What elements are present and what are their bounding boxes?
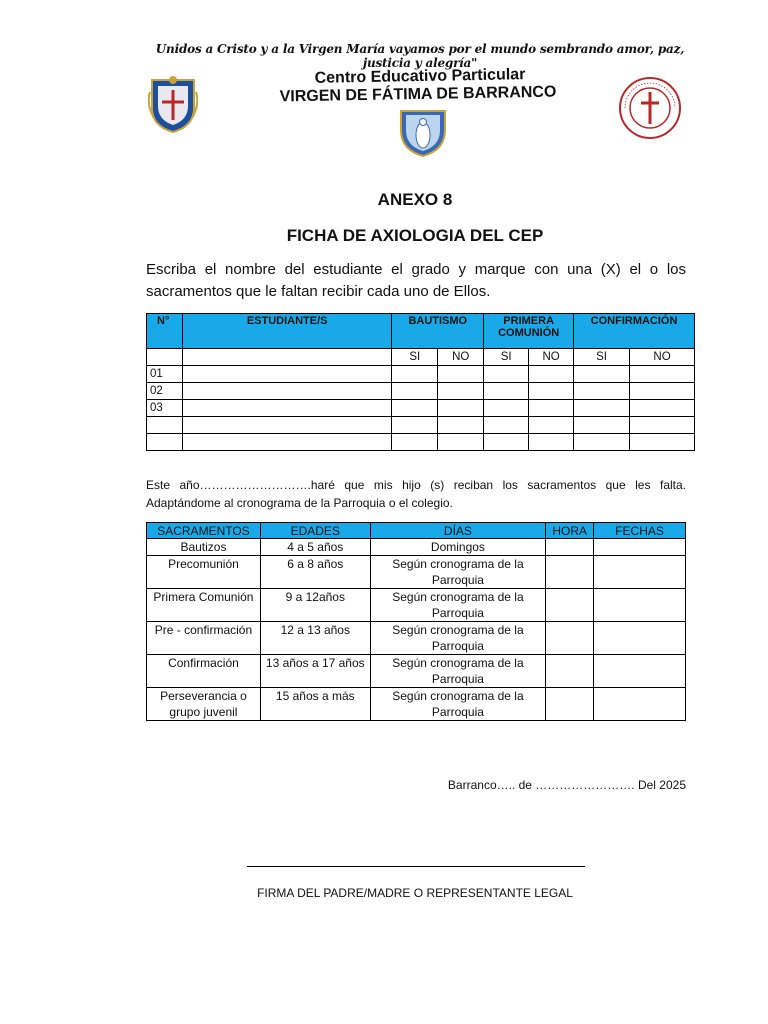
sacrament-cell: Precomunión bbox=[147, 556, 261, 589]
hour-cell[interactable] bbox=[546, 539, 594, 556]
checkbox-cell[interactable] bbox=[630, 417, 695, 434]
checkbox-cell[interactable] bbox=[484, 383, 529, 400]
checkbox-cell[interactable] bbox=[392, 434, 438, 451]
si-label: SI bbox=[484, 349, 529, 366]
checkbox-cell[interactable] bbox=[574, 383, 630, 400]
checkbox-cell[interactable] bbox=[392, 366, 438, 383]
days-cell: Según cronograma de la Parroquia bbox=[370, 688, 546, 721]
checkbox-cell[interactable] bbox=[484, 434, 529, 451]
sacrament-cell: Pre - confirmación bbox=[147, 622, 261, 655]
table-row bbox=[147, 539, 686, 556]
ages-cell: 6 a 8 años bbox=[260, 556, 370, 589]
table-row bbox=[147, 556, 686, 589]
ages-cell: 12 a 13 años bbox=[260, 622, 370, 655]
row-number bbox=[147, 434, 183, 451]
sacraments-schedule-table bbox=[146, 522, 686, 721]
sacrament-cell: Confirmación bbox=[147, 655, 261, 688]
dates-cell[interactable] bbox=[594, 556, 686, 589]
student-name-cell[interactable] bbox=[182, 400, 391, 417]
table-header-row bbox=[147, 314, 695, 349]
header-sacramentos: SACRAMENTOS bbox=[147, 523, 261, 539]
checkbox-cell[interactable] bbox=[529, 366, 574, 383]
table-header-row bbox=[147, 523, 686, 539]
hour-cell[interactable] bbox=[546, 556, 594, 589]
checkbox-cell[interactable] bbox=[574, 366, 630, 383]
empty-cell bbox=[147, 349, 183, 366]
days-cell: Según cronograma de la Parroquia bbox=[370, 622, 546, 655]
checkbox-cell[interactable] bbox=[574, 417, 630, 434]
hour-cell[interactable] bbox=[546, 622, 594, 655]
ages-cell: 13 años a 17 años bbox=[260, 655, 370, 688]
form-title: FICHA DE AXIOLOGIA DEL CEP bbox=[286, 226, 544, 245]
school-motto: Unidos a Cristo y a la Virgen María vayamos por el mundo sembrando amor, paz, justicia y alegría" bbox=[155, 42, 685, 70]
days-cell: Según cronograma de la Parroquia bbox=[370, 655, 546, 688]
checkbox-cell[interactable] bbox=[392, 417, 438, 434]
dates-cell[interactable] bbox=[594, 539, 686, 556]
checkbox-cell[interactable] bbox=[484, 417, 529, 434]
checkbox-cell[interactable] bbox=[484, 400, 529, 417]
dates-cell[interactable] bbox=[594, 688, 686, 721]
no-label: NO bbox=[529, 349, 574, 366]
checkbox-cell[interactable] bbox=[392, 400, 438, 417]
checkbox-cell[interactable] bbox=[529, 400, 574, 417]
ages-cell: 4 a 5 años bbox=[260, 539, 370, 556]
student-name-cell[interactable] bbox=[182, 366, 391, 383]
catholic-schools-seal-icon bbox=[617, 76, 683, 140]
checkbox-cell[interactable] bbox=[438, 434, 484, 451]
sacrament-cell: Primera Comunión bbox=[147, 589, 261, 622]
checkbox-cell[interactable] bbox=[484, 366, 529, 383]
table-row bbox=[147, 589, 686, 622]
no-label: NO bbox=[630, 349, 695, 366]
dates-cell[interactable] bbox=[594, 589, 686, 622]
checkbox-cell[interactable] bbox=[574, 400, 630, 417]
checkbox-cell[interactable] bbox=[392, 383, 438, 400]
school-crest-left-icon bbox=[148, 74, 198, 134]
hour-cell[interactable] bbox=[546, 655, 594, 688]
checkbox-cell[interactable] bbox=[630, 383, 695, 400]
header-bautismo: BAUTISMO bbox=[392, 314, 484, 349]
header-confirmacion: CONFIRMACIÓN bbox=[574, 314, 695, 349]
table-row bbox=[147, 688, 686, 721]
checkbox-cell[interactable] bbox=[438, 400, 484, 417]
checkbox-cell[interactable] bbox=[529, 383, 574, 400]
header-primera-comunion: PRIMERA COMUNIÓN bbox=[484, 314, 574, 349]
table-row bbox=[147, 383, 695, 400]
header-edades: EDADES bbox=[260, 523, 370, 539]
header-number: N° bbox=[147, 314, 183, 349]
days-cell: Domingos bbox=[370, 539, 546, 556]
header-dias: DÍAS bbox=[370, 523, 546, 539]
days-cell: Según cronograma de la Parroquia bbox=[370, 589, 546, 622]
commitment-text: Este año……………………….haré que mis hijo (s) reciban los sacramentos que les falta. Adaptándome al cronograma de la Parroquia o el colegio. bbox=[146, 478, 686, 510]
table-row bbox=[147, 366, 695, 383]
si-no-row bbox=[147, 349, 695, 366]
checkbox-cell[interactable] bbox=[574, 434, 630, 451]
ages-cell: 15 años a más bbox=[260, 688, 370, 721]
virgin-shield-emblem-icon bbox=[398, 108, 448, 158]
place-date-line: Barranco….. de ……………………. Del 2025 bbox=[447, 778, 686, 792]
ages-cell: 9 a 12años bbox=[260, 589, 370, 622]
row-number: 01 bbox=[147, 366, 183, 383]
row-number: 02 bbox=[147, 383, 183, 400]
checkbox-cell[interactable] bbox=[529, 417, 574, 434]
row-number: 03 bbox=[147, 400, 183, 417]
header-hora: HORA bbox=[546, 523, 594, 539]
empty-cell bbox=[182, 349, 391, 366]
signature-line bbox=[247, 866, 585, 867]
header-student: ESTUDIANTE/S bbox=[182, 314, 391, 349]
signature-label: FIRMA DEL PADRE/MADRE O REPRESENTANTE LEGAL bbox=[257, 886, 573, 900]
checkbox-cell[interactable] bbox=[438, 366, 484, 383]
checkbox-cell[interactable] bbox=[529, 434, 574, 451]
student-name-cell[interactable] bbox=[182, 383, 391, 400]
table-row bbox=[147, 417, 695, 434]
hour-cell[interactable] bbox=[546, 589, 594, 622]
sacrament-cell: Bautizos bbox=[147, 539, 261, 556]
checkbox-cell[interactable] bbox=[438, 417, 484, 434]
table-row bbox=[147, 655, 686, 688]
school-name-title: VIRGEN DE FÁTIMA DE BARRANCO bbox=[279, 83, 557, 106]
student-name-cell[interactable] bbox=[182, 434, 391, 451]
dates-cell[interactable] bbox=[594, 655, 686, 688]
checkbox-cell[interactable] bbox=[630, 400, 695, 417]
table-row bbox=[147, 622, 686, 655]
checkbox-cell[interactable] bbox=[438, 383, 484, 400]
si-label: SI bbox=[392, 349, 438, 366]
row-number bbox=[147, 417, 183, 434]
hour-cell[interactable] bbox=[546, 688, 594, 721]
checkbox-cell[interactable] bbox=[630, 366, 695, 383]
table-row bbox=[147, 400, 695, 417]
header-fechas: FECHAS bbox=[594, 523, 686, 539]
no-label: NO bbox=[438, 349, 484, 366]
instructions-text: Escriba el nombre del estudiante el grado y marque con una (X) el o los sacramentos que le faltan recibir cada uno de Ellos. bbox=[146, 261, 686, 300]
days-cell: Según cronograma de la Parroquia bbox=[370, 556, 546, 589]
table-row bbox=[147, 434, 695, 451]
annex-title: ANEXO 8 bbox=[377, 190, 453, 209]
student-sacraments-table bbox=[146, 313, 695, 451]
school-type-title: Centro Educativo Particular bbox=[314, 66, 526, 87]
checkbox-cell[interactable] bbox=[630, 434, 695, 451]
student-name-cell[interactable] bbox=[182, 417, 391, 434]
si-label: SI bbox=[574, 349, 630, 366]
sacrament-cell: Perseverancia o grupo juvenil bbox=[147, 688, 261, 721]
dates-cell[interactable] bbox=[594, 622, 686, 655]
